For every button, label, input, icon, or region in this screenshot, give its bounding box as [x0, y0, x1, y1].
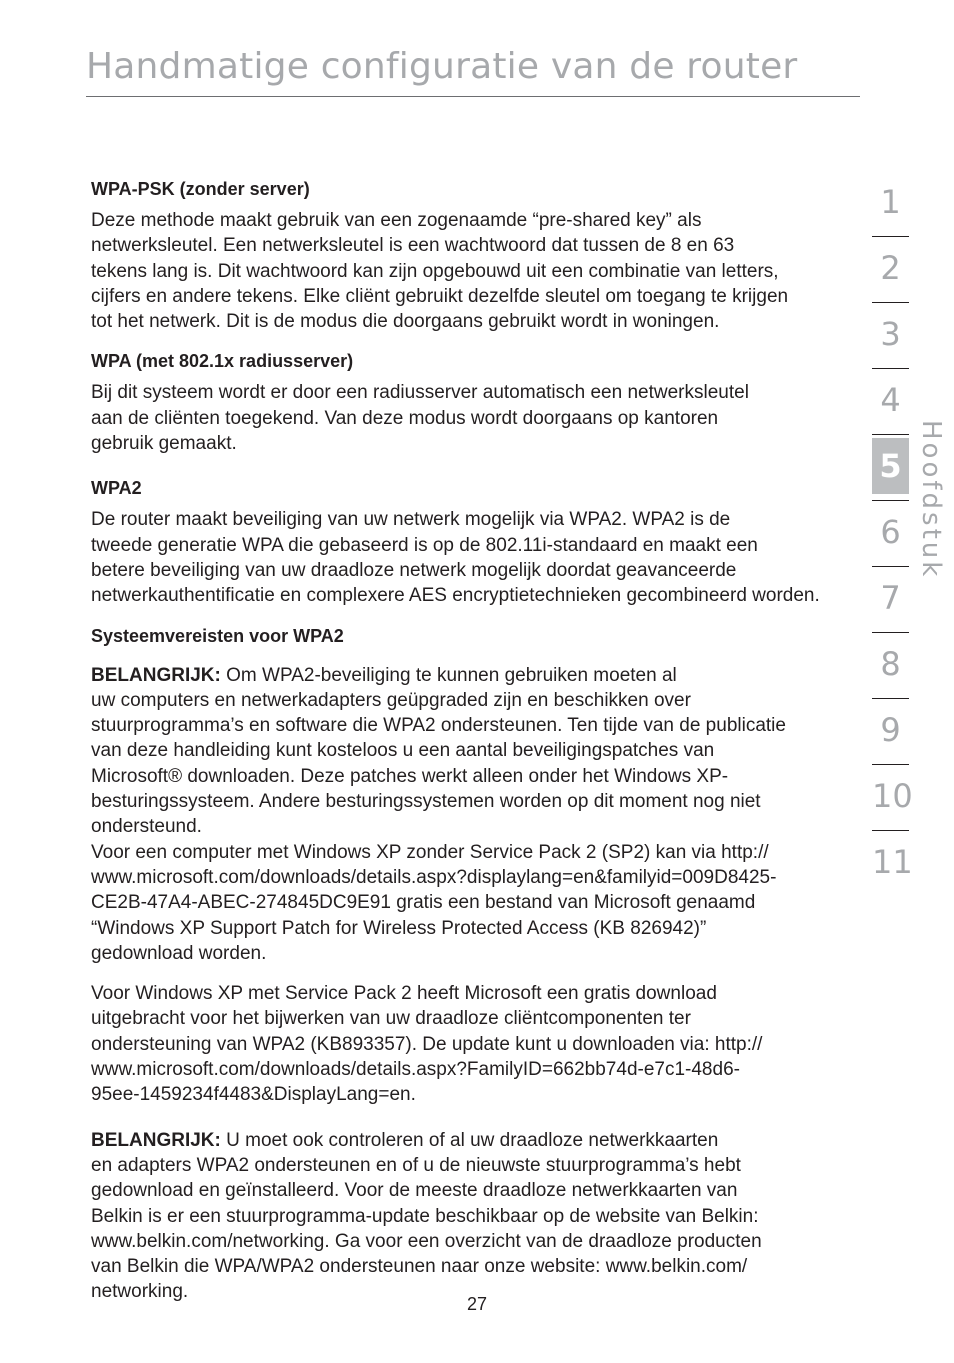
main-content: [91, 177, 866, 1305]
text-line: en adapters WPA2 ondersteunen en of u de nieuwste stuurprogramma’s hebt: [91, 1154, 741, 1176]
heading-wpa-radius: WPA (met 802.1x radiusserver): [91, 351, 354, 372]
chapter-label: Hoofdstuk: [916, 420, 946, 580]
text-line: Deze methode maakt gebruik van een zogenaamde “pre-shared key” als: [91, 210, 702, 231]
text-line: gedownload en geïnstalleerd. Voor de meeste draadloze netwerkkaarten van: [91, 1180, 738, 1202]
text-line: ondersteund.: [91, 816, 202, 838]
heading-wpa2: WPA2: [91, 478, 142, 499]
chapter-divider: [872, 698, 909, 699]
paragraph-wpa2: [91, 507, 866, 608]
text-line: CE2B-47A4-ABEC-274845DC9E91 gratis een bestand van Microsoft genaamd: [91, 892, 756, 914]
text-line: tekens lang is. Dit wachtwoord kan zijn opgebouwd uit een combinatie van letters,: [91, 260, 779, 282]
text-line: besturingssysteem. Andere besturingssystemen worden op dit moment nog niet: [91, 791, 761, 813]
text-line: gedownload worden.: [91, 942, 267, 964]
page-number: 27: [466, 1294, 488, 1314]
chapter-tab-5[interactable]: 5: [872, 438, 909, 494]
heading-wpa-psk: WPA-PSK (zonder server): [91, 179, 310, 199]
paragraph-wpa-psk: [91, 208, 866, 334]
text-line: www.microsoft.com/downloads/details.aspx?displaylang=en&familyid=009D8425-: [91, 866, 777, 888]
text-line: Belkin is er een stuurprogramma-update beschikbaar op de website van Belkin:: [91, 1205, 759, 1227]
heading-requirements: Systeemvereisten voor WPA2: [91, 625, 344, 646]
chapter-divider: [872, 566, 909, 567]
chapter-tab-7[interactable]: 7: [880, 579, 901, 617]
chapter-divider: [872, 368, 909, 369]
text-line: gebruik gemaakt.: [91, 433, 237, 455]
text-line: aan de cliënten toegekend. Van deze modus wordt doorgaans op kantoren: [91, 407, 719, 429]
text-line: [91, 1128, 866, 1153]
text-line: van Belkin die WPA/WPA2 ondersteunen naar onze website: www.belkin.com/: [91, 1256, 748, 1278]
text-line: tweede generatie WPA die gebaseerd is op de 802.11i-standaard en maakt een: [91, 534, 758, 556]
text-line: [91, 663, 866, 688]
text-line: “Windows XP Support Patch for Wireless Protected Access (KB 826942)”: [91, 917, 707, 939]
text-line: networking.: [91, 1281, 189, 1303]
chapter-tab-11[interactable]: 11: [872, 843, 913, 881]
chapter-tab-10[interactable]: 10: [872, 777, 913, 815]
text-line: www.microsoft.com/downloads/details.aspx?FamilyID=662bb74d-e7c1-48d6-: [91, 1059, 740, 1081]
paragraph-wpa-radius: [91, 380, 866, 456]
text-line: www.belkin.com/networking. Ga voor een overzicht van de draadloze producten: [91, 1230, 762, 1252]
text-line: betere beveiliging van uw draadloze netwerk mogelijk doordat geavanceerde: [91, 559, 737, 581]
chapter-tab-9[interactable]: 9: [880, 711, 901, 749]
chapter-divider: [872, 434, 909, 435]
text-line: netwerksleutel. Een netwerksleutel is een wachtwoord dat tussen de 8 en 63: [91, 235, 735, 257]
text-line: Microsoft® downloaden. Deze patches werkt alleen onder het Windows XP-: [91, 765, 729, 787]
chapter-divider: [872, 236, 909, 237]
text-line: 95ee-1459234f4483&DisplayLang=en.: [91, 1084, 416, 1106]
text-fragment: U moet ook controleren of al uw draadloze netwerkkaarten: [220, 1129, 719, 1151]
chapter-tab-6[interactable]: 6: [880, 513, 901, 551]
text-line: tot het netwerk. Dit is de modus die doorgaans gebruikt wordt in woningen.: [91, 311, 720, 333]
title-divider: [86, 96, 860, 97]
chapter-divider: [872, 830, 909, 831]
text-line: Bij dit systeem wordt er door een radiusserver automatisch een netwerksleutel: [91, 382, 749, 404]
text-line: van deze handleiding kunt kosteloos u een aantal beveiligingspatches van: [91, 740, 715, 762]
page-title: Handmatige configuratie van de router: [86, 46, 798, 87]
text-line: uitgebracht voor het bijwerken van uw draadloze cliëntcomponenten ter: [91, 1008, 691, 1030]
paragraph-sp2: [91, 981, 866, 1107]
text-line: De router maakt beveiliging van uw netwerk mogelijk via WPA2. WPA2 is de: [91, 509, 731, 531]
chapter-tab-8[interactable]: 8: [880, 645, 901, 683]
text-line: stuurprogramma’s en software die WPA2 ondersteunen. Ten tijde van de publicatie: [91, 715, 786, 737]
text-line: ondersteuning van WPA2 (KB893357). De update kunt u downloaden via: http://: [91, 1033, 763, 1055]
chapter-tab-1[interactable]: 1: [880, 183, 901, 221]
chapter-tab-3[interactable]: 3: [880, 315, 901, 353]
text-line: cijfers en andere tekens. Elke cliënt gebruikt dezelfde sleutel om toegang te krijgen: [91, 285, 789, 307]
text-line: uw computers en netwerkadapters geüpgraded zijn en beschikken over: [91, 689, 691, 711]
chapter-tab-4[interactable]: 4: [880, 381, 901, 419]
chapter-divider: [872, 500, 909, 501]
chapter-tab-2[interactable]: 2: [880, 249, 901, 287]
chapter-divider: [872, 302, 909, 303]
chapter-divider: [872, 632, 909, 633]
text-fragment: Om WPA2-beveiliging te kunnen gebruiken moeten al: [220, 664, 677, 686]
paragraph-important-1: [91, 663, 866, 967]
text-line: Voor Windows XP met Service Pack 2 heeft Microsoft een gratis download: [91, 983, 717, 1005]
paragraph-important-2: [91, 1128, 866, 1305]
chapter-divider: [872, 764, 909, 765]
important-label: BELANGRIJK:: [91, 664, 221, 686]
text-line: netwerkauthentificatie en complexere AES encryptietechnieken gecombineerd worden.: [91, 585, 820, 607]
important-label: BELANGRIJK:: [91, 1129, 221, 1151]
text-line: Voor een computer met Windows XP zonder Service Pack 2 (SP2) kan via http://: [91, 841, 769, 863]
